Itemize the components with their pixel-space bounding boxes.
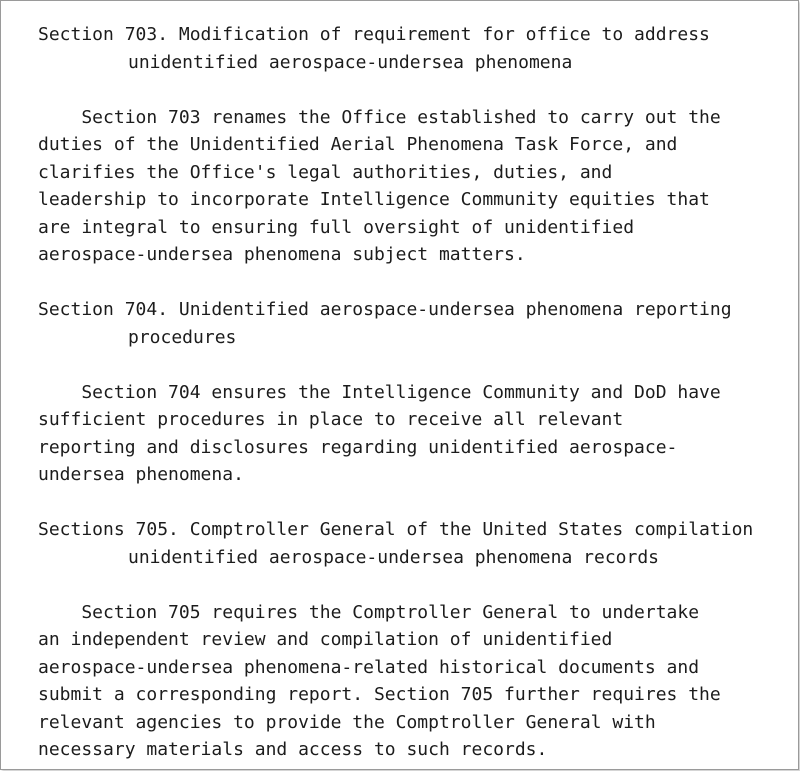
- heading-section-705-continued: unidentified aerospace-undersea phenomena records: [128, 546, 660, 568]
- heading-section-704: Section 704. Unidentified aerospace-undersea phenomena reporting: [38, 299, 732, 320]
- blank-line: [38, 489, 794, 517]
- paragraph-705-line-2: an independent review and compilation of unidentified: [38, 629, 613, 650]
- paragraph-703-line-6: aerospace-undersea phenomena subject matters.: [38, 244, 526, 265]
- paragraph-704-line-4: undersea phenomena.: [38, 464, 244, 485]
- paragraph-705-line-5: relevant agencies to provide the Comptroller General with: [38, 711, 656, 733]
- heading-section-703: Section 703. Modification of requirement for office to address: [38, 24, 710, 45]
- heading-section-705: Sections 705. Comptroller General of the United States compilation: [38, 519, 754, 540]
- paragraph-704-line-3: reporting and disclosures regarding unidentified aerospace-: [38, 436, 678, 458]
- paragraph-703-line-1: Section 703 renames the Office established to carry out the: [38, 106, 721, 128]
- blank-line: [38, 269, 794, 297]
- heading-section-704-continued: procedures: [128, 326, 237, 348]
- paragraph-703-line-5: are integral to ensuring full oversight of unidentified: [38, 216, 635, 238]
- paragraph-704-line-1: Section 704 ensures the Intelligence Community and DoD have: [38, 381, 721, 403]
- paragraph-705-line-6: necessary materials and access to such records.: [38, 739, 548, 760]
- document-body: [38, 21, 794, 764]
- paragraph-705-line-1: Section 705 requires the Comptroller General to undertake: [38, 601, 700, 623]
- blank-line: [38, 571, 794, 599]
- heading-section-703-continued: unidentified aerospace-undersea phenomena: [128, 51, 573, 73]
- paragraph-703-line-2: duties of the Unidentified Aerial Phenomena Task Force, and: [38, 134, 678, 155]
- paragraph-705-line-4: submit a corresponding report. Section 705 further requires the: [38, 684, 721, 705]
- paragraph-703-line-4: leadership to incorporate Intelligence Community equities that: [38, 189, 710, 210]
- blank-line: [38, 76, 794, 104]
- blank-line: [38, 351, 794, 379]
- paragraph-703-line-3: clarifies the Office's legal authorities, duties, and: [38, 161, 613, 183]
- paragraph-705-line-3: aerospace-undersea phenomena-related historical documents and: [38, 656, 700, 678]
- paragraph-704-line-2: sufficient procedures in place to receive all relevant: [38, 409, 624, 430]
